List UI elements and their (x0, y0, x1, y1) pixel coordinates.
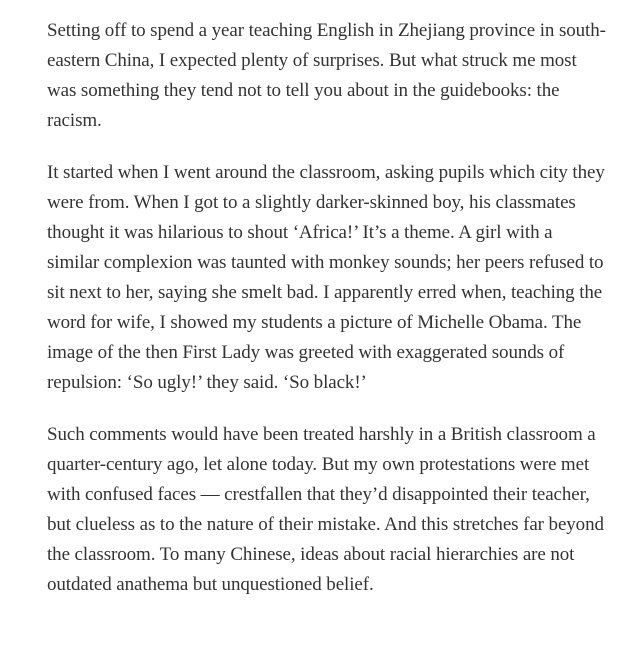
article-body (47, 16, 607, 622)
article-paragraph-2: It started when I went around the classroom, asking pupils which city they were from. When I got to a slightly darker-skinned boy, his classmates thought it was hilarious to shout ‘Africa!’ It’s a theme. A girl with a similar complexion was taunted with monkey sounds; her peers refused to sit next to her, saying she smelt bad. I apparently erred when, teaching the word for wife, I showed my students a picture of Michelle Obama. The image of the then First Lady was greeted with exaggerated sounds of repulsion: ‘So ugly!’ they said. ‘So black!’ (47, 162, 605, 393)
article-paragraph-1: Setting off to spend a year teaching English in Zhejiang province in south-eastern China, I expected plenty of surprises. But what struck me most was something they tend not to tell you about in the guidebooks: the racism. (47, 20, 606, 131)
article-paragraph-3: Such comments would have been treated harshly in a British classroom a quarter-century ago, let alone today. But my own protestations were met with confused faces — crestfallen that they’d disappointed their teacher, but clueless as to the nature of their mistake. And this stretches far beyond the classroom. To many Chinese, ideas about racial hierarchies are not outdated anathema but unquestioned belief. (47, 424, 604, 595)
